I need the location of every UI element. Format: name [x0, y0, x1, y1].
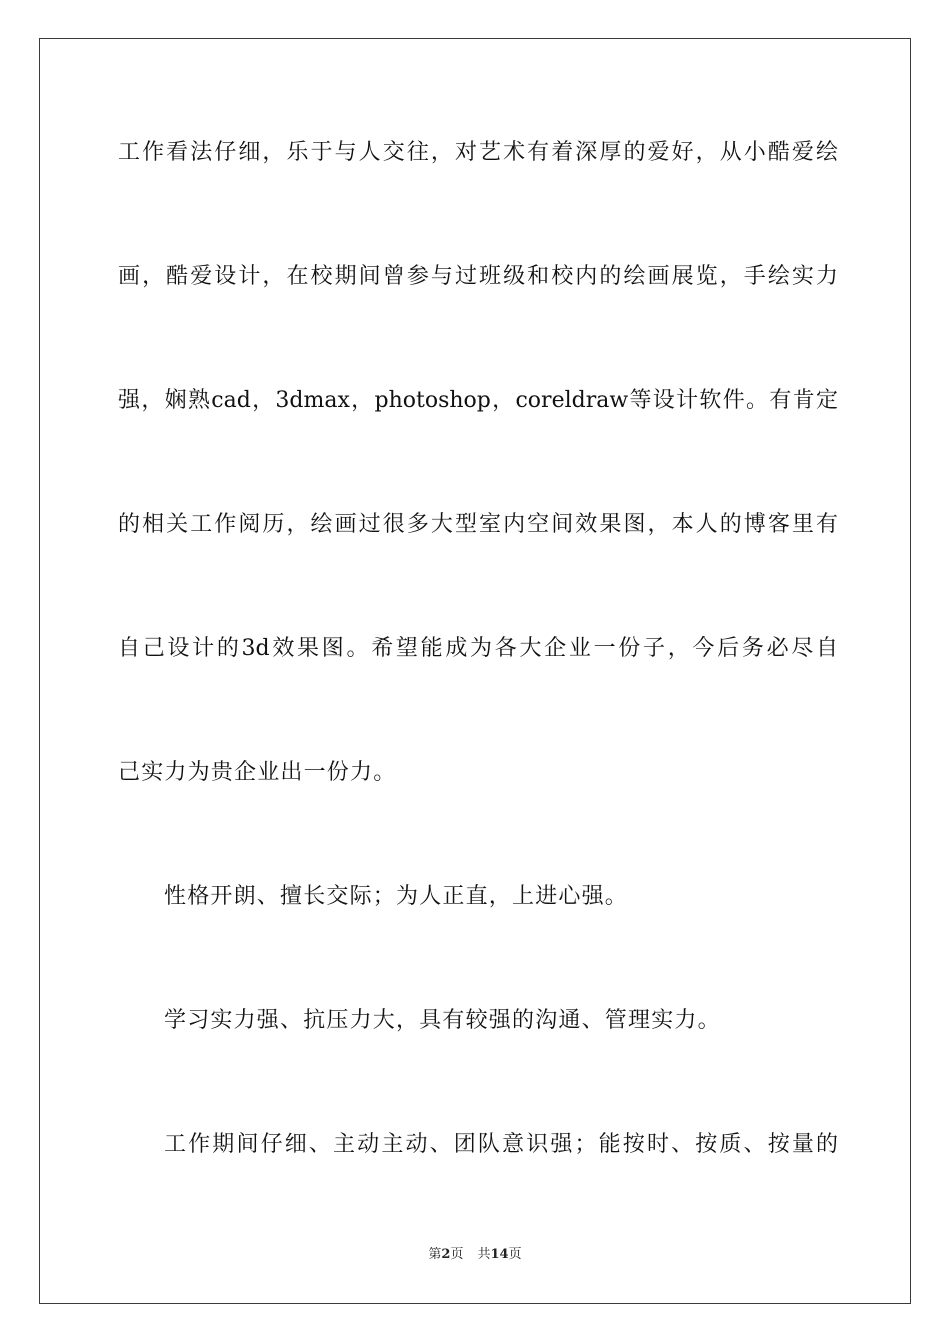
- footer-page-prefix: 第: [428, 1247, 442, 1262]
- body-line-5: 自己设计的3d效果图。希望能成为各大企业一份子，今后务必尽自: [118, 636, 838, 661]
- body-line-3: 强，娴熟cad，3dmax，photoshop，coreldraw等设计软件。有肯定: [118, 388, 838, 413]
- footer-page-suffix: 页: [450, 1247, 464, 1262]
- paragraph-personality: 性格开朗、擅长交际；为人正直，上进心强。: [164, 884, 629, 909]
- footer-total-suffix: 页: [508, 1247, 522, 1262]
- paragraph-learning: 学习实力强、抗压力大，具有较强的沟通、管理实力。: [164, 1008, 721, 1033]
- footer-page-number: 2: [441, 1247, 451, 1262]
- body-line-1: 工作看法仔细，乐于与人交往，对艺术有着深厚的爱好，从小酷爱绘: [118, 140, 838, 165]
- body-line-6: 己实力为贵企业出一份力。: [118, 760, 397, 785]
- footer-total-pages: 14: [490, 1247, 509, 1262]
- footer-total-prefix: 共: [477, 1247, 491, 1262]
- body-line-4: 的相关工作阅历，绘画过很多大型室内空间效果图，本人的博客里有: [118, 512, 838, 537]
- paragraph-work-attitude: 工作期间仔细、主动主动、团队意识强；能按时、按质、按量的: [164, 1132, 838, 1157]
- body-line-2: 画，酷爱设计，在校期间曾参与过班级和校内的绘画展览，手绘实力: [118, 264, 838, 289]
- page-border: [39, 38, 911, 1304]
- page-footer: [0, 1246, 950, 1264]
